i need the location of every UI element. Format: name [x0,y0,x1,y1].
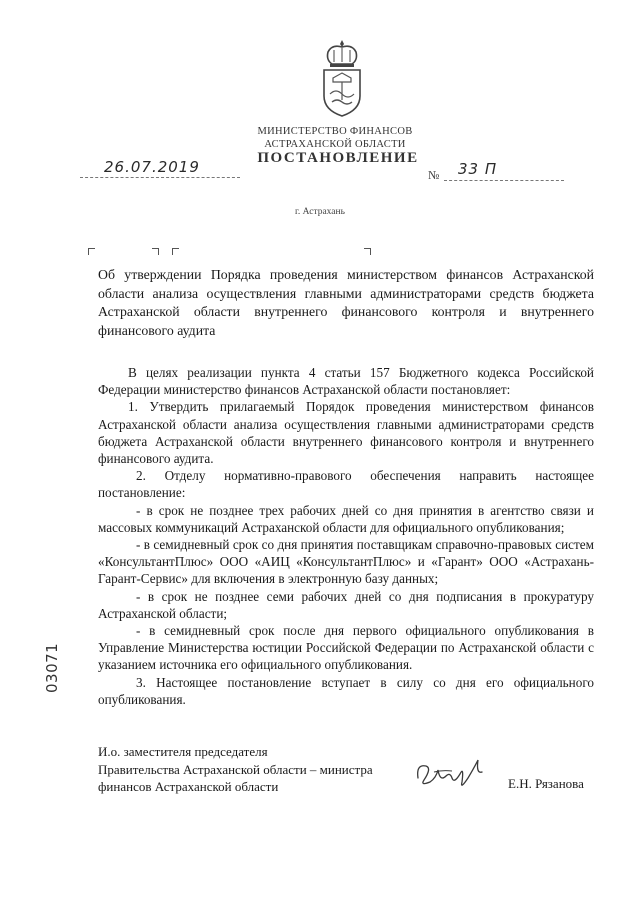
corner-mark-top-right-start [172,248,179,255]
signatory-position-line2: Правительства Астраханской области – министра [98,761,373,777]
signatory-block [98,743,418,796]
body-item-2: 2. Отделу нормативно-правового обеспечения направить настоящее постановление: [98,468,594,501]
number-sign: № [428,168,440,182]
body-item-2-sub-4: - в семидневный срок после дня первого официального опубликования в Управление Министерства юстиции Российской Федерации по Астраханской области с указанием источника его официального опубликования. [98,623,594,673]
corner-mark-top-left-end [152,248,159,255]
signer-name: Е.Н. Рязанова [508,776,584,791]
document-body [98,364,594,708]
signatory-position-line1: И.о. заместителя председателя [98,744,268,759]
astrakhan-coat-of-arms-icon [318,38,366,120]
ministry-name-line1: МИНИСТЕРСТВО ФИНАНСОВ [257,126,413,137]
corner-mark-top-left [88,248,95,255]
corner-mark-top-right [364,248,371,255]
registration-margin-number: 03071 [43,642,61,693]
document-type-title: ПОСТАНОВЛЕНИЕ [257,150,419,166]
body-item-2-sub-2: - в семидневный срок со дня принятия поставщикам справочно-правовых систем «КонсультантПлюс» ООО «АИЦ «КонсультантПлюс» и «Гарант» ООО «Астрахань-Гарант-Сервис» для включения в электронную базу данных; [98,537,594,587]
signatory-position-line3: финансов Астраханской области [98,779,279,794]
document-subject: Об утверждении Порядка проведения министерством финансов Астраханской области анализа осуществления главными администраторами средств бюджета Астраханской области внутреннего финансового контроля и внутреннего финансового аудита [98,267,594,338]
body-item-2-sub-1: - в срок не позднее трех рабочих дней со дня принятия в агентство связи и массовых коммуникаций Астраханской области для официального опубликования; [98,502,594,535]
body-item-2-sub-3: - в срок не позднее семи рабочих дней со дня подписания в прокуратуру Астраханской области; [98,588,594,621]
city-name: г. Астрахань [295,207,345,217]
document-date: 26.07.2019 [104,158,200,176]
body-intro: В целях реализации пункта 4 статьи 157 Бюджетного кодекса Российской Федерации министерство финансов Астраханской области постановляет: [98,365,594,398]
body-item-3: 3. Настоящее постановление вступает в силу со дня его официального опубликования. [98,674,594,707]
body-item-1: 1. Утвердить прилагаемый Порядок проведения министерством финансов Астраханской области анализа осуществления главными администраторами средств бюджета Астраханской области внутреннего финансового контроля и внутреннего финансового аудита. [98,399,594,467]
number-underline [444,180,564,181]
ministry-name-line2: АСТРАХАНСКОЙ ОБЛАСТИ [264,139,406,150]
date-underline [80,177,240,178]
document-number: 33 П [458,160,498,178]
handwritten-signature [412,752,492,792]
